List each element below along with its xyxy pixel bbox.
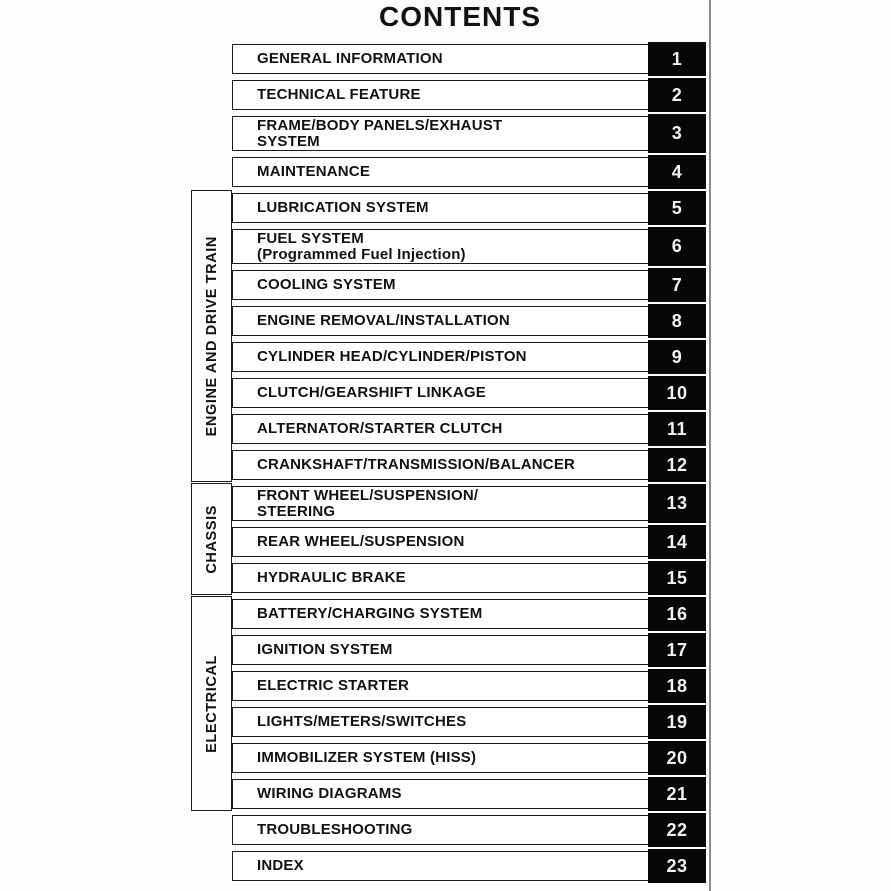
toc-row[interactable] bbox=[232, 743, 706, 773]
toc-row[interactable] bbox=[232, 635, 706, 665]
chapter-number-badge: 4 bbox=[648, 155, 706, 189]
toc-row[interactable] bbox=[232, 193, 706, 223]
page-title: CONTENTS bbox=[379, 1, 541, 32]
toc-row[interactable] bbox=[232, 270, 706, 300]
toc-row[interactable] bbox=[232, 527, 706, 557]
toc-row[interactable] bbox=[232, 378, 706, 408]
chapter-title: IMMOBILIZER SYSTEM (HISS) bbox=[257, 749, 477, 766]
chapter-title: ALTERNATOR/STARTER CLUTCH bbox=[257, 420, 503, 437]
chapter-title: TECHNICAL FEATURE bbox=[257, 86, 421, 103]
chapter-title: ENGINE REMOVAL/INSTALLATION bbox=[257, 312, 510, 329]
chapter-title: INDEX bbox=[257, 857, 304, 874]
chapter-title: HYDRAULIC BRAKE bbox=[257, 569, 406, 586]
chapter-title: REAR WHEEL/SUSPENSION bbox=[257, 533, 465, 550]
chapter-title: CRANKSHAFT/TRANSMISSION/BALANCER bbox=[257, 456, 576, 473]
group-bracket-engine-and-drive-train bbox=[191, 190, 232, 482]
chapter-title: COOLING SYSTEM bbox=[257, 276, 396, 293]
chapter-title: CLUTCH/GEARSHIFT LINKAGE bbox=[257, 384, 486, 401]
chapter-number-badge: 19 bbox=[648, 705, 706, 739]
chapter-number-badge: 18 bbox=[648, 669, 706, 703]
toc-row[interactable] bbox=[232, 44, 706, 74]
chapter-number-badge: 2 bbox=[648, 78, 706, 112]
group-bracket-chassis bbox=[191, 483, 232, 595]
chapter-number-badge: 23 bbox=[648, 849, 706, 883]
toc-row[interactable] bbox=[232, 342, 706, 372]
chapter-number-badge: 15 bbox=[648, 561, 706, 595]
page-edge-line bbox=[709, 0, 711, 891]
chapter-number-badge: 16 bbox=[648, 597, 706, 631]
chapter-number-badge: 22 bbox=[648, 813, 706, 847]
toc-row[interactable] bbox=[232, 563, 706, 593]
group-label: CHASSIS bbox=[203, 504, 220, 574]
chapter-title: WIRING DIAGRAMS bbox=[257, 785, 402, 802]
chapter-number-badge: 3 bbox=[648, 114, 706, 153]
chapter-title: FRAME/BODY PANELS/EXHAUST SYSTEM bbox=[257, 116, 503, 150]
chapter-number-badge: 5 bbox=[648, 191, 706, 225]
toc-list bbox=[232, 44, 706, 887]
chapter-number-badge: 1 bbox=[648, 42, 706, 76]
chapter-number-badge: 11 bbox=[648, 412, 706, 446]
toc-row[interactable] bbox=[232, 229, 706, 264]
chapter-title: BATTERY/CHARGING SYSTEM bbox=[257, 605, 483, 622]
chapter-number-badge: 7 bbox=[648, 268, 706, 302]
toc-row[interactable] bbox=[232, 414, 706, 444]
toc-row[interactable] bbox=[232, 707, 706, 737]
chapter-title: TROUBLESHOOTING bbox=[257, 821, 413, 838]
chapter-number-badge: 12 bbox=[648, 448, 706, 482]
group-bracket-electrical bbox=[191, 596, 232, 811]
chapter-title: FUEL SYSTEM (Programmed Fuel Injection) bbox=[257, 229, 466, 263]
toc-row[interactable] bbox=[232, 779, 706, 809]
toc-row[interactable] bbox=[232, 157, 706, 187]
chapter-title: ELECTRIC STARTER bbox=[257, 677, 410, 694]
chapter-number-badge: 9 bbox=[648, 340, 706, 374]
chapter-number-badge: 14 bbox=[648, 525, 706, 559]
chapter-number-badge: 13 bbox=[648, 484, 706, 523]
toc-row[interactable] bbox=[232, 671, 706, 701]
group-label: ENGINE AND DRIVE TRAIN bbox=[203, 235, 220, 437]
chapter-number-badge: 20 bbox=[648, 741, 706, 775]
toc-row[interactable] bbox=[232, 599, 706, 629]
toc-row[interactable] bbox=[232, 815, 706, 845]
toc-row[interactable] bbox=[232, 116, 706, 151]
chapter-number-badge: 21 bbox=[648, 777, 706, 811]
chapter-title: CYLINDER HEAD/CYLINDER/PISTON bbox=[257, 348, 527, 365]
chapter-number-badge: 17 bbox=[648, 633, 706, 667]
toc-row[interactable] bbox=[232, 486, 706, 521]
chapter-title: LIGHTS/METERS/SWITCHES bbox=[257, 713, 467, 730]
chapter-number-badge: 6 bbox=[648, 227, 706, 266]
chapter-title: IGNITION SYSTEM bbox=[257, 641, 393, 658]
toc-row[interactable] bbox=[232, 80, 706, 110]
chapter-number-badge: 10 bbox=[648, 376, 706, 410]
chapter-number-badge: 8 bbox=[648, 304, 706, 338]
toc-row[interactable] bbox=[232, 851, 706, 881]
group-label: ELECTRICAL bbox=[203, 654, 220, 753]
chapter-title: MAINTENANCE bbox=[257, 163, 371, 180]
toc-row[interactable] bbox=[232, 306, 706, 336]
chapter-title: LUBRICATION SYSTEM bbox=[257, 199, 429, 216]
chapter-title: GENERAL INFORMATION bbox=[257, 50, 443, 67]
chapter-title: FRONT WHEEL/SUSPENSION/ STEERING bbox=[257, 486, 479, 520]
toc-row[interactable] bbox=[232, 450, 706, 480]
